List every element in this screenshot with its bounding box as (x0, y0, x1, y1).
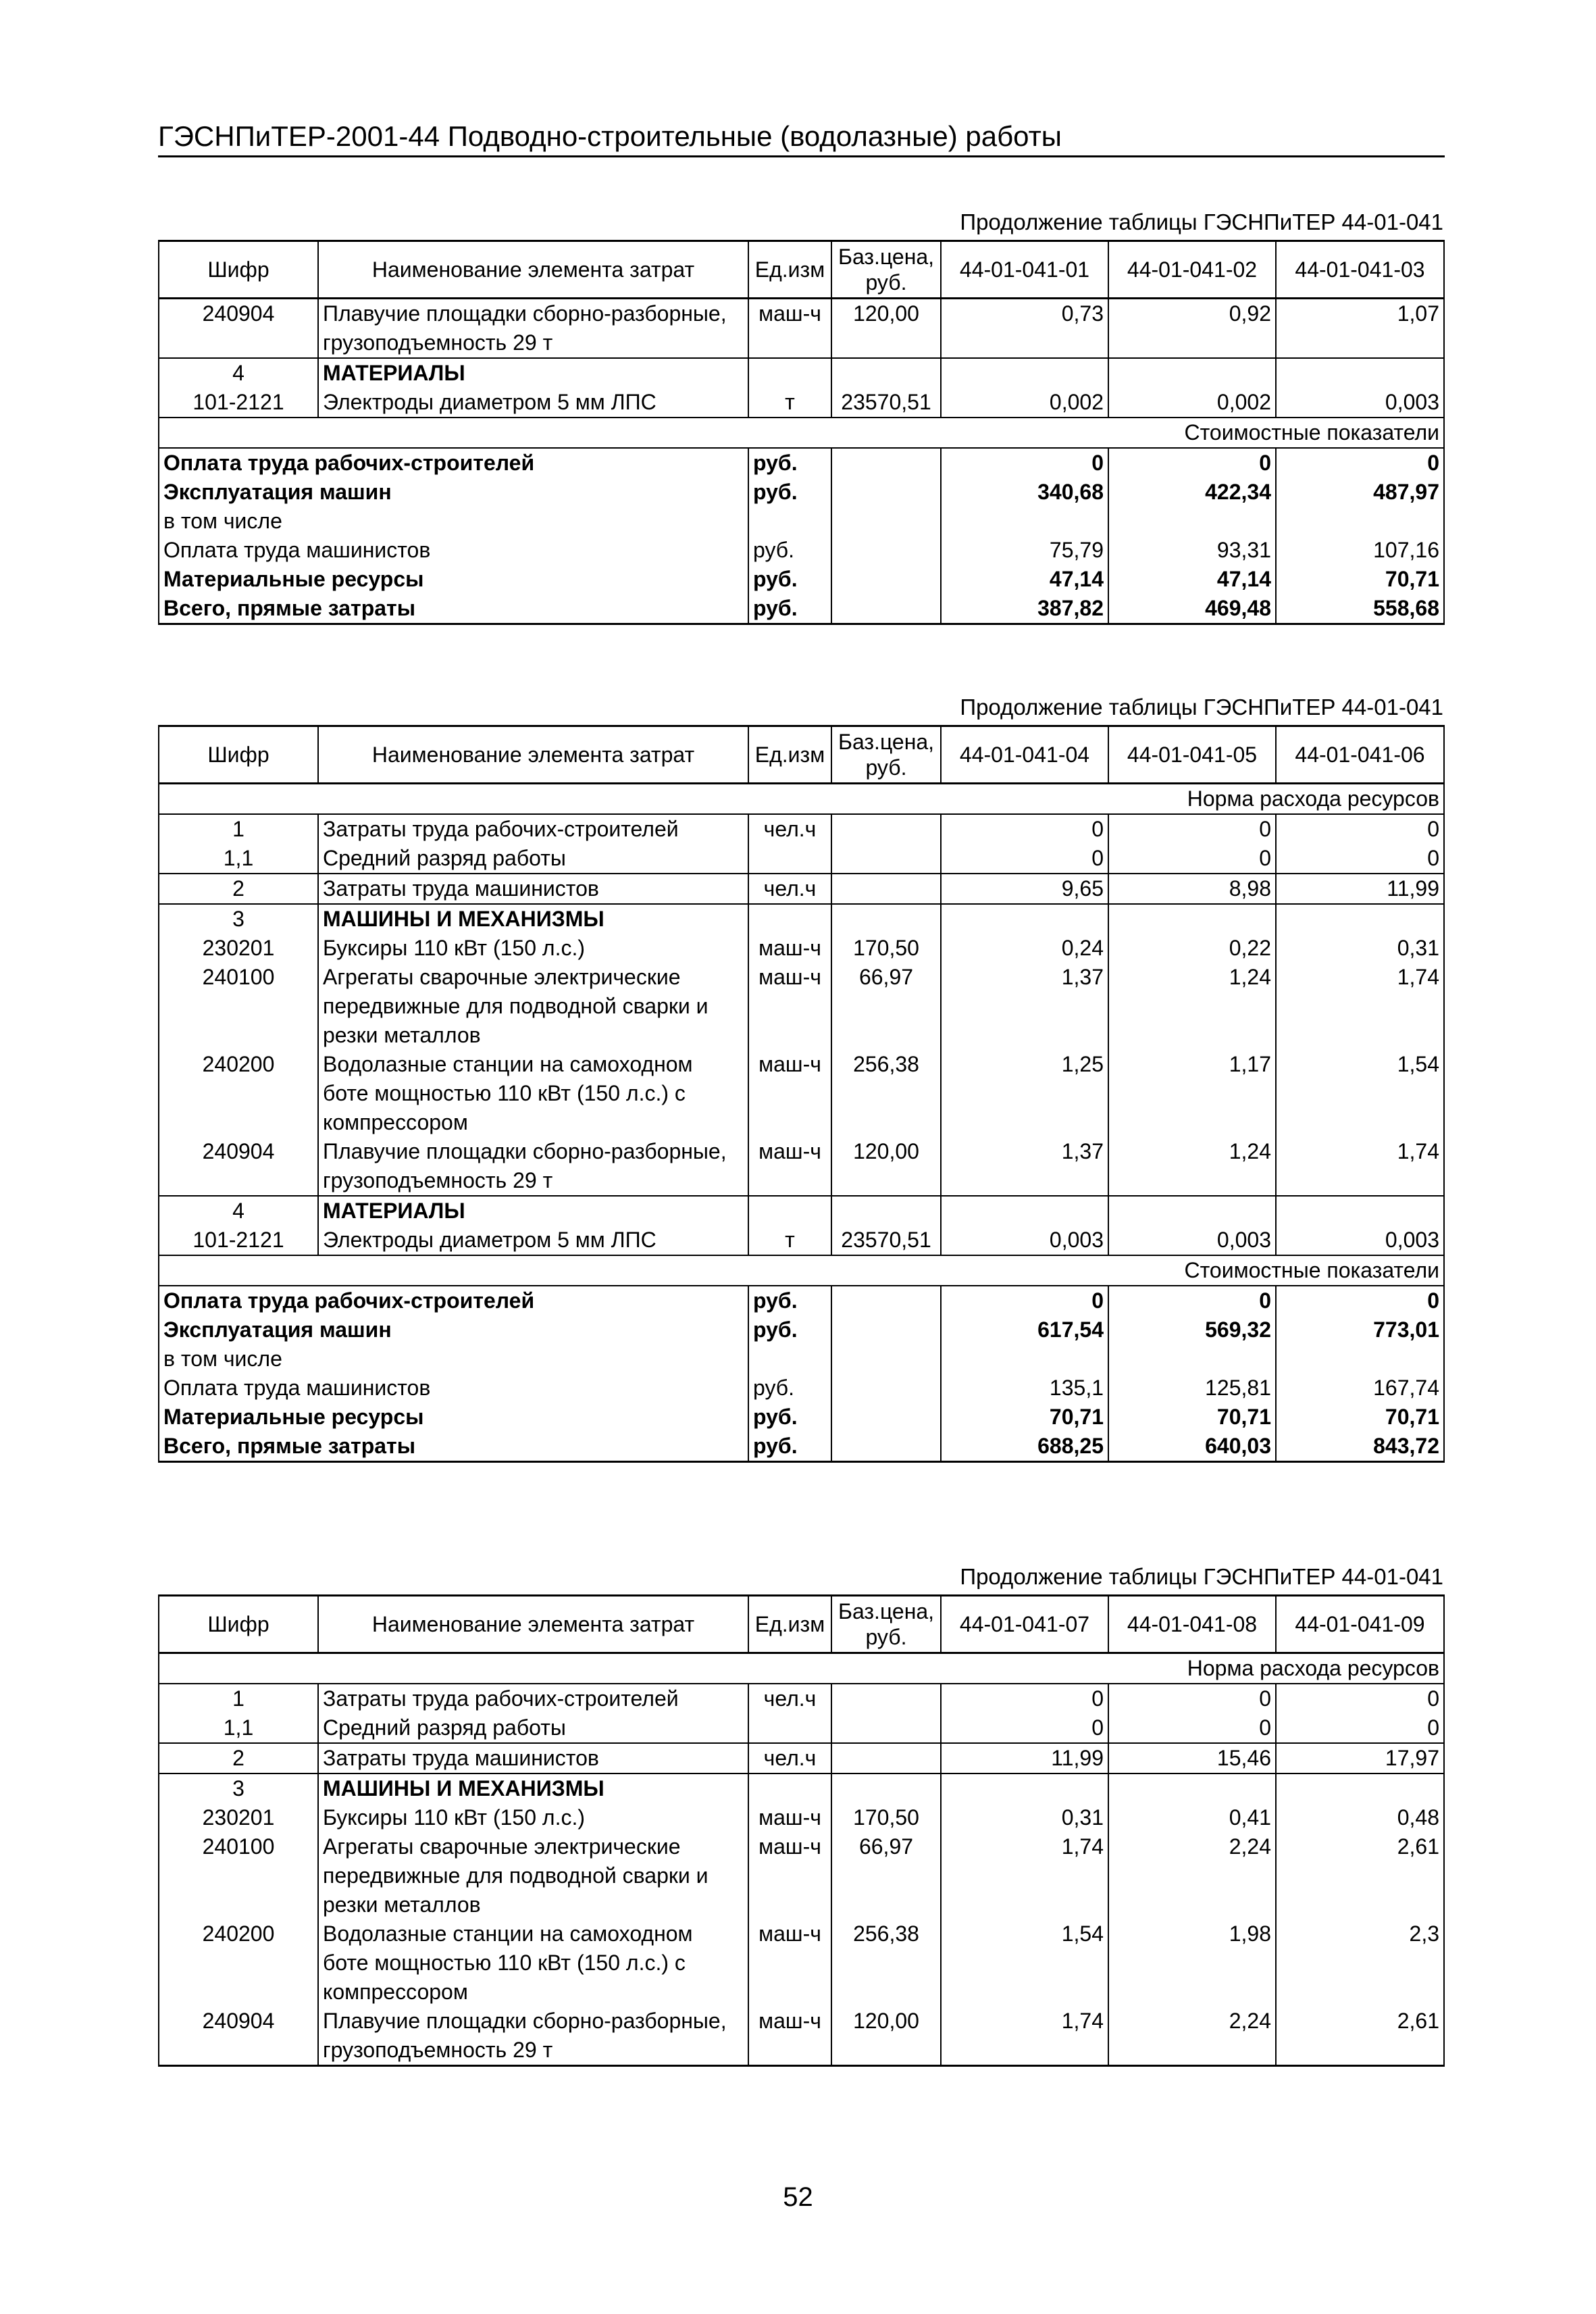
cost-row (159, 1403, 1444, 1432)
table-row (159, 1137, 1444, 1196)
row-unit (748, 844, 831, 874)
row-code: 101-2121 (159, 388, 318, 418)
row-value-3: 1,74 (1276, 963, 1444, 1050)
col-header-code-1: 44-01-041-04 (941, 726, 1108, 784)
row-price: 66,97 (831, 1832, 941, 1919)
col-header-unit: Ед.изм (748, 1596, 831, 1653)
col-header-name: Наименование элемента затрат (318, 726, 748, 784)
cost-label: Оплата труда рабочих-строителей (159, 448, 748, 478)
row-value-3: 17,97 (1276, 1743, 1444, 1774)
row-unit: маш-ч (748, 2007, 831, 2066)
section-row (159, 418, 1444, 448)
row-price: 120,00 (831, 299, 941, 359)
row-value-3: 2,3 (1276, 1919, 1444, 2007)
table-caption: Продолжение таблицы ГЭСНПиТЕР 44-01-041 (960, 1564, 1443, 1589)
cost-label: в том числе (159, 507, 748, 536)
cost-row (159, 565, 1444, 594)
cost-unit: руб. (748, 1403, 831, 1432)
row-name: Плавучие площадки сборно-разборные, грузоподъемность 29 т (318, 2007, 748, 2066)
cost-unit: руб. (748, 448, 831, 478)
row-name: Затраты труда машинистов (318, 874, 748, 904)
cost-value-3: 773,01 (1276, 1315, 1444, 1344)
cost-unit: руб. (748, 594, 831, 624)
row-code: 230201 (159, 934, 318, 963)
row-value-2: 0,003 (1108, 1226, 1276, 1255)
resource-table-3 (158, 1594, 1445, 2067)
cost-value-1: 47,14 (941, 565, 1108, 594)
row-value-1: 0 (941, 1684, 1108, 1713)
table-caption: Продолжение таблицы ГЭСНПиТЕР 44-01-041 (960, 209, 1443, 234)
row-name: Затраты труда машинистов (318, 1743, 748, 1774)
section-label: Норма расхода ресурсов (159, 1653, 1444, 1684)
row-name: Водолазные станции на самоходном боте мощностью 110 кВт (150 л.с.) с компрессором (318, 1050, 748, 1137)
row-unit: чел.ч (748, 814, 831, 844)
row-unit: чел.ч (748, 874, 831, 904)
row-unit: маш-ч (748, 1919, 831, 2007)
row-value-2: 15,46 (1108, 1743, 1276, 1774)
row-value-3: 0 (1276, 1684, 1444, 1713)
table-row (159, 1803, 1444, 1832)
row-value-1: 0,002 (941, 388, 1108, 418)
row-code: 240200 (159, 1050, 318, 1137)
resource-table-2 (158, 725, 1445, 1463)
cost-value-1: 135,1 (941, 1374, 1108, 1403)
row-code: 240904 (159, 299, 318, 359)
row-value-1: 1,74 (941, 2007, 1108, 2066)
row-name: Буксиры 110 кВт (150 л.с.) (318, 1803, 748, 1832)
row-price (831, 814, 941, 844)
row-unit (748, 1713, 831, 1743)
row-code: 101-2121 (159, 1226, 318, 1255)
cost-value-1: 617,54 (941, 1315, 1108, 1344)
row-value-3: 0,003 (1276, 388, 1444, 418)
row-code: 230201 (159, 1803, 318, 1832)
row-value-3: 0,48 (1276, 1803, 1444, 1832)
row-price: 170,50 (831, 1803, 941, 1832)
col-header-unit: Ед.изм (748, 241, 831, 299)
row-value-2: 2,24 (1108, 2007, 1276, 2066)
row-name: Буксиры 110 кВт (150 л.с.) (318, 934, 748, 963)
cost-value-3: 70,71 (1276, 1403, 1444, 1432)
row-value-1: 11,99 (941, 1743, 1108, 1774)
cost-row (159, 594, 1444, 624)
table-header-row (159, 241, 1444, 299)
table-row (159, 388, 1444, 418)
row-value-2: 0 (1108, 814, 1276, 844)
table-row (159, 1196, 1444, 1226)
col-header-code-2: 44-01-041-02 (1108, 241, 1276, 299)
row-value-2: 2,24 (1108, 1832, 1276, 1919)
row-value-1: 9,65 (941, 874, 1108, 904)
table-row (159, 1832, 1444, 1919)
row-value-2: 0,22 (1108, 934, 1276, 963)
col-header-price: Баз.цена, руб. (831, 726, 941, 784)
row-value-1: 1,25 (941, 1050, 1108, 1137)
row-code: 1,1 (159, 844, 318, 874)
row-code: 2 (159, 874, 318, 904)
row-name: Затраты труда рабочих-строителей (318, 1684, 748, 1713)
row-value-2: 1,98 (1108, 1919, 1276, 2007)
row-value-1: 0,73 (941, 299, 1108, 359)
cost-value-2: 640,03 (1108, 1432, 1276, 1462)
section-label: Норма расхода ресурсов (159, 784, 1444, 815)
cost-value-2: 125,81 (1108, 1374, 1276, 1403)
row-price: 170,50 (831, 934, 941, 963)
row-price: 23570,51 (831, 388, 941, 418)
table-row (159, 1226, 1444, 1255)
col-header-code: Шифр (159, 1596, 318, 1653)
row-code: 3 (159, 1774, 318, 1803)
table-row (159, 1919, 1444, 2007)
row-value-2: 1,24 (1108, 1137, 1276, 1196)
section-row (159, 1653, 1444, 1684)
cost-value-3: 70,71 (1276, 565, 1444, 594)
row-value-2: 0,92 (1108, 299, 1276, 359)
cost-unit: руб. (748, 1432, 831, 1462)
section-label: Стоимостные показатели (159, 418, 1444, 448)
cost-row (159, 507, 1444, 536)
cost-value-1: 70,71 (941, 1403, 1108, 1432)
section-label: Стоимостные показатели (159, 1255, 1444, 1286)
row-name: МАТЕРИАЛЫ (318, 1196, 748, 1226)
table-header-row (159, 726, 1444, 784)
cost-label: в том числе (159, 1344, 748, 1374)
row-price: 66,97 (831, 963, 941, 1050)
row-code: 1 (159, 814, 318, 844)
cost-label: Оплата труда машинистов (159, 1374, 748, 1403)
table-row (159, 844, 1444, 874)
row-name: МАШИНЫ И МЕХАНИЗМЫ (318, 904, 748, 934)
col-header-name: Наименование элемента затрат (318, 241, 748, 299)
table-row (159, 934, 1444, 963)
row-unit: маш-ч (748, 299, 831, 359)
row-value-1: 0,003 (941, 1226, 1108, 1255)
table-header-row (159, 1596, 1444, 1653)
cost-value-2: 93,31 (1108, 536, 1276, 565)
cost-value-1: 387,82 (941, 594, 1108, 624)
cost-row (159, 448, 1444, 478)
row-name: Средний разряд работы (318, 1713, 748, 1743)
row-name: Затраты труда рабочих-строителей (318, 814, 748, 844)
cost-value-2: 569,32 (1108, 1315, 1276, 1344)
row-value-1: 1,74 (941, 1832, 1108, 1919)
col-header-code-3: 44-01-041-09 (1276, 1596, 1444, 1653)
row-value-1: 0 (941, 844, 1108, 874)
cost-value-2: 422,34 (1108, 478, 1276, 507)
cost-value-3: 0 (1276, 1286, 1444, 1315)
row-price (831, 1713, 941, 1743)
row-value-3: 1,07 (1276, 299, 1444, 359)
row-price: 120,00 (831, 1137, 941, 1196)
cost-value-1: 75,79 (941, 536, 1108, 565)
cost-unit: руб. (748, 565, 831, 594)
cost-unit: руб. (748, 1315, 831, 1344)
table-row (159, 1774, 1444, 1803)
col-header-price: Баз.цена, руб. (831, 241, 941, 299)
cost-value-3: 487,97 (1276, 478, 1444, 507)
cost-value-2: 70,71 (1108, 1403, 1276, 1432)
section-row (159, 784, 1444, 815)
row-value-3: 2,61 (1276, 2007, 1444, 2066)
cost-row (159, 1432, 1444, 1462)
row-value-2: 0 (1108, 1713, 1276, 1743)
row-value-1: 1,37 (941, 1137, 1108, 1196)
cost-value-3: 107,16 (1276, 536, 1444, 565)
cost-label: Всего, прямые затраты (159, 1432, 748, 1462)
row-price (831, 1743, 941, 1774)
row-value-2: 1,24 (1108, 963, 1276, 1050)
row-unit: чел.ч (748, 1743, 831, 1774)
row-value-1: 0,31 (941, 1803, 1108, 1832)
table-row (159, 358, 1444, 388)
table-row (159, 874, 1444, 904)
table-row (159, 814, 1444, 844)
cost-row (159, 1344, 1444, 1374)
table-row (159, 1713, 1444, 1743)
row-value-2: 0,41 (1108, 1803, 1276, 1832)
row-unit: т (748, 1226, 831, 1255)
cost-value-2: 47,14 (1108, 565, 1276, 594)
row-unit: маш-ч (748, 963, 831, 1050)
row-price (831, 844, 941, 874)
row-value-3: 2,61 (1276, 1832, 1444, 1919)
col-header-code-3: 44-01-041-06 (1276, 726, 1444, 784)
col-header-code-1: 44-01-041-01 (941, 241, 1108, 299)
cost-label: Материальные ресурсы (159, 565, 748, 594)
row-code: 240904 (159, 1137, 318, 1196)
row-price: 256,38 (831, 1050, 941, 1137)
row-value-1: 1,37 (941, 963, 1108, 1050)
cost-value-2: 0 (1108, 448, 1276, 478)
cost-value-1: 688,25 (941, 1432, 1108, 1462)
row-name: Агрегаты сварочные электрические передвижные для подводной сварки и резки металлов (318, 963, 748, 1050)
cost-value-3: 843,72 (1276, 1432, 1444, 1462)
cost-value-2: 469,48 (1108, 594, 1276, 624)
cost-unit: руб. (748, 1286, 831, 1315)
col-header-name: Наименование элемента затрат (318, 1596, 748, 1653)
row-code: 240200 (159, 1919, 318, 2007)
row-code: 240904 (159, 2007, 318, 2066)
row-value-2: 0 (1108, 844, 1276, 874)
table-row (159, 2007, 1444, 2066)
row-value-1: 0 (941, 814, 1108, 844)
table-row (159, 299, 1444, 359)
cost-label: Эксплуатация машин (159, 478, 748, 507)
row-price: 256,38 (831, 1919, 941, 2007)
row-name: Агрегаты сварочные электрические передвижные для подводной сварки и резки металлов (318, 1832, 748, 1919)
row-value-3: 1,54 (1276, 1050, 1444, 1137)
row-unit: маш-ч (748, 1137, 831, 1196)
row-value-1: 0 (941, 1713, 1108, 1743)
cost-label: Материальные ресурсы (159, 1403, 748, 1432)
cost-row (159, 1286, 1444, 1315)
row-name: Плавучие площадки сборно-разборные, грузоподъемность 29 т (318, 1137, 748, 1196)
row-value-3: 0,31 (1276, 934, 1444, 963)
cost-unit: руб. (748, 1374, 831, 1403)
col-header-code-3: 44-01-041-03 (1276, 241, 1444, 299)
cost-label: Всего, прямые затраты (159, 594, 748, 624)
cost-value-3: 0 (1276, 448, 1444, 478)
col-header-code: Шифр (159, 726, 318, 784)
row-value-2: 1,17 (1108, 1050, 1276, 1137)
page-number: 52 (783, 2182, 813, 2212)
section-row (159, 1255, 1444, 1286)
row-unit: маш-ч (748, 1803, 831, 1832)
cost-label: Эксплуатация машин (159, 1315, 748, 1344)
row-price (831, 1684, 941, 1713)
row-name: Электроды диаметром 5 мм ЛПС (318, 1226, 748, 1255)
row-name: Средний разряд работы (318, 844, 748, 874)
table-row (159, 963, 1444, 1050)
row-value-3: 11,99 (1276, 874, 1444, 904)
cost-unit: руб. (748, 536, 831, 565)
row-name: Электроды диаметром 5 мм ЛПС (318, 388, 748, 418)
row-name: Водолазные станции на самоходном боте мощностью 110 кВт (150 л.с.) с компрессором (318, 1919, 748, 2007)
row-value-2: 8,98 (1108, 874, 1276, 904)
row-unit: чел.ч (748, 1684, 831, 1713)
table-row (159, 1050, 1444, 1137)
row-value-1: 1,54 (941, 1919, 1108, 2007)
cost-row (159, 1315, 1444, 1344)
row-code: 1 (159, 1684, 318, 1713)
cost-label: Оплата труда машинистов (159, 536, 748, 565)
cost-label: Оплата труда рабочих-строителей (159, 1286, 748, 1315)
cost-unit: руб. (748, 478, 831, 507)
col-header-code-2: 44-01-041-05 (1108, 726, 1276, 784)
table-row (159, 904, 1444, 934)
row-value-3: 0 (1276, 1713, 1444, 1743)
cost-value-1: 340,68 (941, 478, 1108, 507)
col-header-code-1: 44-01-041-07 (941, 1596, 1108, 1653)
page-header: ГЭСНПиТЕР-2001-44 Подводно-строительные (водолазные) работы (158, 120, 1445, 157)
row-unit: маш-ч (748, 1050, 831, 1137)
row-name: МАШИНЫ И МЕХАНИЗМЫ (318, 1774, 748, 1803)
row-unit: т (748, 388, 831, 418)
table-row (159, 1684, 1444, 1713)
col-header-unit: Ед.изм (748, 726, 831, 784)
cost-row (159, 536, 1444, 565)
row-value-3: 1,74 (1276, 1137, 1444, 1196)
row-code: 240100 (159, 1832, 318, 1919)
cost-value-1: 0 (941, 448, 1108, 478)
cost-value-3: 558,68 (1276, 594, 1444, 624)
row-price: 23570,51 (831, 1226, 941, 1255)
row-value-3: 0 (1276, 814, 1444, 844)
row-code: 3 (159, 904, 318, 934)
cost-value-2: 0 (1108, 1286, 1276, 1315)
row-value-3: 0,003 (1276, 1226, 1444, 1255)
row-unit: маш-ч (748, 934, 831, 963)
row-price (831, 874, 941, 904)
row-unit: маш-ч (748, 1832, 831, 1919)
row-name: МАТЕРИАЛЫ (318, 358, 748, 388)
table-caption: Продолжение таблицы ГЭСНПиТЕР 44-01-041 (960, 695, 1443, 720)
col-header-code: Шифр (159, 241, 318, 299)
cost-value-3: 167,74 (1276, 1374, 1444, 1403)
row-code: 2 (159, 1743, 318, 1774)
row-code: 240100 (159, 963, 318, 1050)
row-price: 120,00 (831, 2007, 941, 2066)
cost-row (159, 478, 1444, 507)
col-header-code-2: 44-01-041-08 (1108, 1596, 1276, 1653)
row-value-2: 0 (1108, 1684, 1276, 1713)
row-code: 4 (159, 358, 318, 388)
row-code: 4 (159, 1196, 318, 1226)
cost-value-1: 0 (941, 1286, 1108, 1315)
row-name: Плавучие площадки сборно-разборные, грузоподъемность 29 т (318, 299, 748, 359)
cost-row (159, 1374, 1444, 1403)
col-header-price: Баз.цена, руб. (831, 1596, 941, 1653)
row-value-3: 0 (1276, 844, 1444, 874)
row-value-1: 0,24 (941, 934, 1108, 963)
table-row (159, 1743, 1444, 1774)
resource-table-1 (158, 240, 1445, 625)
row-value-2: 0,002 (1108, 388, 1276, 418)
row-code: 1,1 (159, 1713, 318, 1743)
